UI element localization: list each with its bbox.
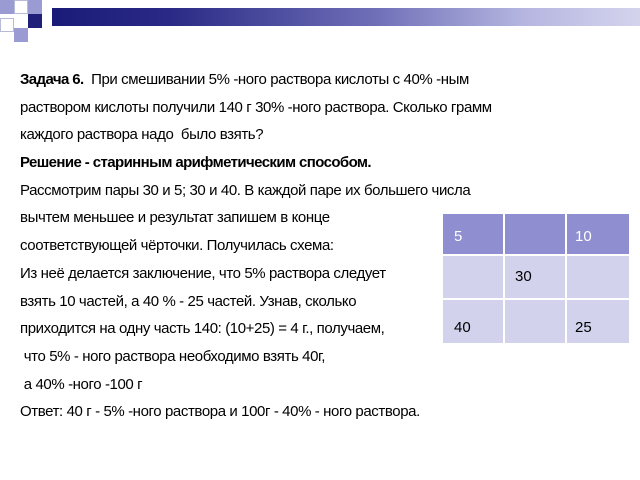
solution-line: Рассмотрим пары 30 и 5; 30 и 40. В каждой паре их большего числа — [20, 181, 471, 199]
task-title: Задача 6. — [20, 71, 84, 88]
header-square — [0, 18, 14, 32]
header-square — [28, 14, 42, 28]
scheme-value-top-right: 10 — [575, 228, 592, 245]
scheme-cell-bottom-left — [443, 300, 503, 343]
solution-line: вычтем меньшее и результат запишем в конце — [20, 209, 330, 227]
scheme-value-center: 30 — [515, 268, 532, 285]
solution-line: Из неё делается заключение, что 5% раствора следует — [20, 264, 386, 282]
solution-line: взять 10 частей, а 40 % - 25 частей. Узнав, сколько — [20, 292, 357, 310]
header-square — [0, 0, 14, 14]
solution-heading: Решение - старинным арифметическим способом. — [20, 154, 371, 172]
scheme-cell — [567, 256, 629, 298]
solution-line: что 5% - ного раствора необходимо взять 40г, — [20, 347, 326, 365]
scheme-value-bottom-right: 25 — [575, 319, 592, 336]
task-line-3: каждого раствора надо было взять? — [20, 126, 264, 144]
task-line-1 — [20, 66, 630, 94]
solution-line: приходится на одну часть 140: (10+25) = 4 г., получаем, — [20, 320, 385, 338]
scheme-value-top-left: 5 — [454, 228, 463, 245]
solution-line: соответствующей чёрточки. Получилась схема: — [20, 237, 334, 255]
scheme-cell-center — [505, 256, 565, 298]
scheme-cell-top-right — [567, 214, 629, 254]
header-gradient-bar — [52, 8, 640, 26]
header-square — [14, 0, 28, 14]
scheme-cell — [443, 256, 503, 298]
header-square — [14, 28, 28, 42]
scheme-value-bottom-left: 40 — [454, 319, 471, 336]
scheme-cell — [505, 300, 565, 343]
mixing-scheme-table — [443, 214, 629, 343]
header-square — [28, 0, 42, 14]
task-text-part: При смешивании 5% -ного раствора кислоты с 40% -ным — [83, 71, 469, 88]
task-line-2: раствором кислоты получили 140 г 30% -ного раствора. Сколько грамм — [20, 98, 492, 116]
scheme-cell-top-left — [443, 214, 503, 254]
scheme-cell — [505, 214, 565, 254]
scheme-cell-bottom-right — [567, 300, 629, 343]
answer-line: Ответ: 40 г - 5% -ного раствора и 100г - 40% - ного раствора. — [20, 403, 420, 421]
solution-line: а 40% -ного -100 г — [20, 375, 143, 393]
